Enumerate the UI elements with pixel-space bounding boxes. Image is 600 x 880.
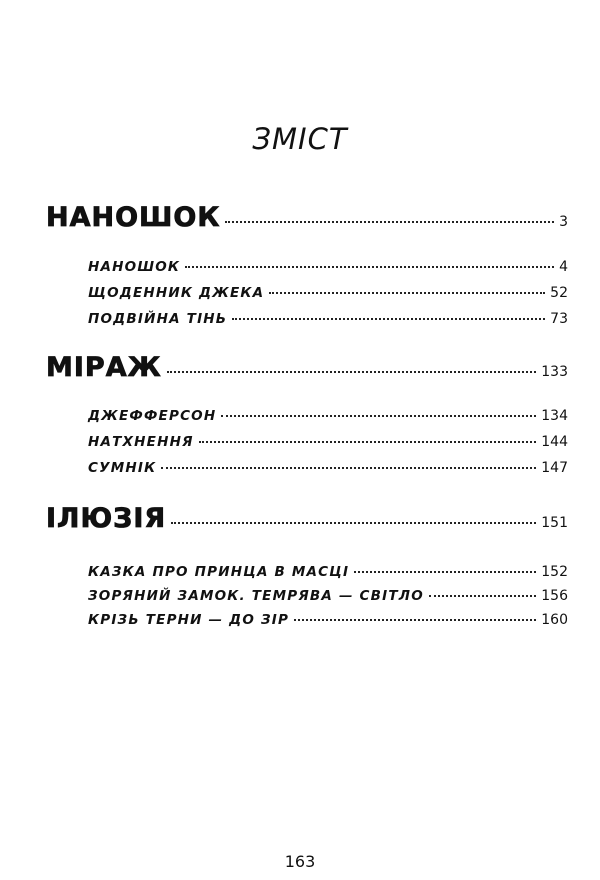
page-number: 4 — [559, 259, 568, 275]
chapter-title: СУМНІК — [88, 460, 157, 476]
chapter-title: НАТХНЕННЯ — [88, 434, 194, 450]
toc-chapter[interactable] — [88, 434, 568, 450]
dot-leader — [185, 266, 554, 268]
page-number: 133 — [541, 364, 568, 380]
dot-leader — [161, 467, 536, 469]
toc-chapter[interactable] — [88, 612, 568, 628]
chapter-title: ЩОДЕННИК ДЖЕКА — [88, 285, 265, 301]
page-number: 3 — [559, 214, 568, 230]
dot-leader — [232, 318, 545, 320]
page-number: 52 — [550, 285, 568, 301]
toc-chapter[interactable] — [88, 588, 568, 604]
dot-leader — [294, 619, 536, 621]
dot-leader — [171, 522, 536, 524]
page-number: 73 — [550, 311, 568, 327]
chapter-title: ПОДВІЙНА ТІНЬ — [88, 311, 228, 327]
page-number: 151 — [541, 515, 568, 531]
dot-leader — [167, 371, 537, 373]
page-number: 147 — [541, 460, 568, 476]
part-title: МІРАЖ — [46, 352, 162, 383]
chapter-title: КРІЗЬ ТЕРНИ — ДО ЗІР — [88, 612, 290, 628]
dot-leader — [354, 571, 536, 573]
toc-chapter[interactable] — [88, 564, 568, 580]
toc-part-2[interactable] — [46, 352, 568, 383]
part-title: НАНОШОК — [46, 202, 221, 233]
toc-chapter[interactable] — [88, 259, 568, 275]
page-title: ЗМІСТ — [252, 122, 348, 156]
toc-part-1[interactable] — [46, 202, 568, 233]
chapter-title: КАЗКА ПРО ПРИНЦА В МАСЦІ — [88, 564, 350, 580]
page-number: 144 — [541, 434, 568, 450]
toc-chapter[interactable] — [88, 460, 568, 476]
footer-page-number: 163 — [284, 852, 316, 871]
page-number: 152 — [541, 564, 568, 580]
chapter-title: НАНОШОК — [88, 259, 181, 275]
toc-chapter[interactable] — [88, 285, 568, 301]
dot-leader — [429, 595, 536, 597]
dot-leader — [269, 292, 545, 294]
dot-leader — [225, 221, 554, 223]
toc-part-3[interactable] — [46, 503, 568, 534]
dot-leader — [199, 441, 537, 443]
chapter-title: ДЖЕФФЕРСОН — [88, 408, 217, 424]
page-number: 134 — [541, 408, 568, 424]
toc-chapter[interactable] — [88, 408, 568, 424]
dot-leader — [221, 415, 536, 417]
page-number: 156 — [541, 588, 568, 604]
toc-chapter[interactable] — [88, 311, 568, 327]
page-number: 160 — [541, 612, 568, 628]
part-title: ІЛЮЗІЯ — [46, 503, 167, 534]
chapter-title: ЗОРЯНИЙ ЗАМОК. ТЕМРЯВА — СВІТЛО — [88, 588, 424, 604]
